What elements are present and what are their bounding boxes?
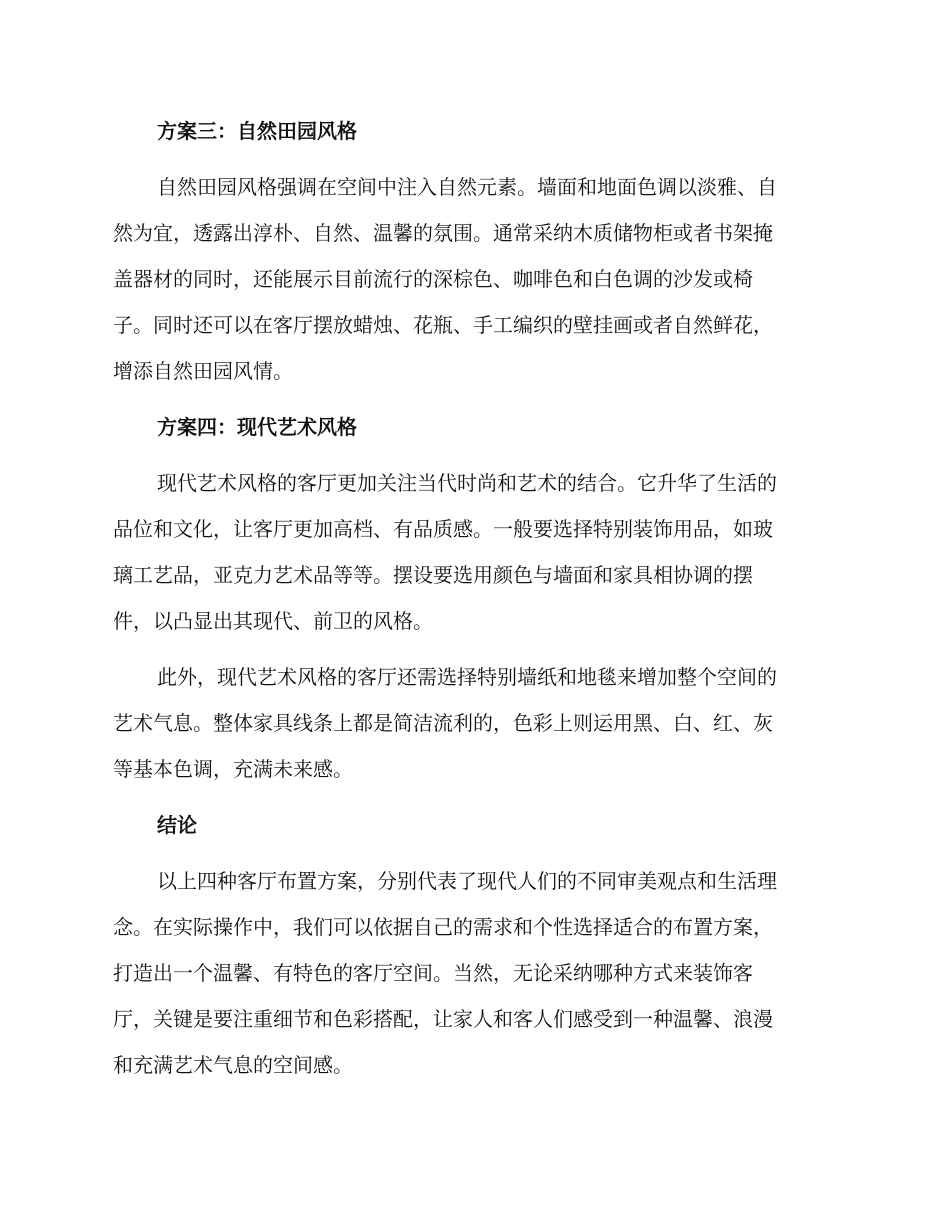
- text-line: 厅，关键是要注重细节和色彩搭配，让家人和客人们感受到一种温馨、浪漫: [113, 1007, 773, 1031]
- text-line: 子。同时还可以在客厅摆放蜡烛、花瓶、手工编织的壁挂画或者自然鲜花，: [113, 313, 773, 337]
- section-plan-four: [113, 404, 833, 792]
- text-line: 艺术气息。整体家具线条上都是简洁流利的，色彩上则运用黑、白、红、灰: [113, 711, 773, 735]
- text-line: 念。在实际操作中，我们可以依据自己的需求和个性选择适合的布置方案，: [113, 915, 773, 939]
- text-line: 和充满艺术气息的空间感。: [113, 1053, 353, 1077]
- paragraph: [113, 164, 833, 394]
- paragraph: [113, 460, 833, 644]
- text-line: 现代艺术风格的客厅更加关注当代时尚和艺术的结合。它升华了生活的: [157, 471, 777, 495]
- section-heading: 结论: [157, 813, 197, 837]
- text-line: 品位和文化，让客厅更加高档、有品质感。一般要选择特别装饰用品，如玻: [113, 517, 773, 541]
- text-line: 此外，现代艺术风格的客厅还需选择特别墙纸和地毯来增加整个空间的: [157, 665, 777, 689]
- paragraph: [113, 654, 833, 792]
- text-line: 以上四种客厅布置方案，分别代表了现代人们的不同审美观点和生活理: [157, 869, 777, 893]
- text-line: 增添自然田园风情。: [113, 359, 293, 383]
- text-line: 璃工艺品，亚克力艺术品等等。摆设要选用颜色与墙面和家具相协调的摆: [113, 563, 753, 587]
- text-line: 然为宜，透露出淳朴、自然、温馨的氛围。通常采纳木质储物柜或者书架掩: [113, 221, 773, 245]
- section-plan-three: [113, 108, 833, 394]
- text-line: 自然田园风格强调在空间中注入自然元素。墙面和地面色调以淡雅、自: [157, 175, 777, 199]
- document-page: [113, 108, 833, 1098]
- section-heading: 方案四：现代艺术风格: [157, 415, 357, 439]
- text-line: 打造出一个温馨、有特色的客厅空间。当然，无论采纳哪种方式来装饰客: [113, 961, 753, 985]
- text-line: 盖器材的同时，还能展示目前流行的深棕色、咖啡色和白色调的沙发或椅: [113, 267, 753, 291]
- paragraph: [113, 858, 833, 1088]
- section-heading: 方案三：自然田园风格: [157, 119, 357, 143]
- section-conclusion: [113, 802, 833, 1088]
- text-line: 等基本色调，充满未来感。: [113, 757, 353, 781]
- text-line: 件，以凸显出其现代、前卫的风格。: [113, 609, 433, 633]
